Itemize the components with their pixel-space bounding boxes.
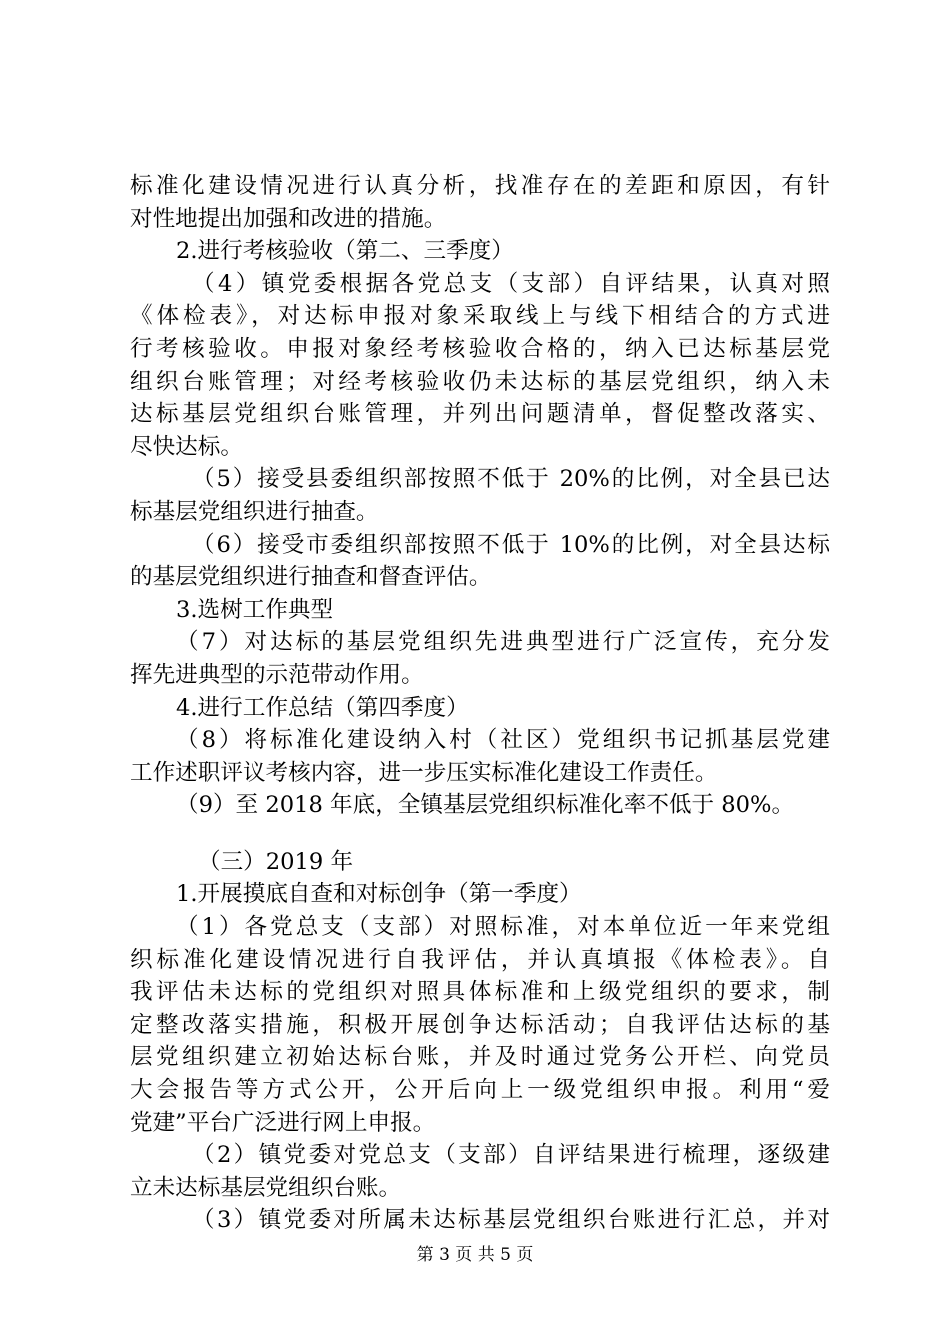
text-line: 尽快达标。 (130, 433, 243, 460)
text-line: 组织台账管理；对经考核验收仍未达标的基层党组织，纳入未 (130, 368, 830, 395)
text-line: 标准化建设情况进行认真分析，找准存在的差距和原因，有针 (130, 173, 830, 199)
text-line: 达标基层党组织台账管理，并列出问题清单，督促整改落实、 (130, 401, 830, 428)
text-line: 织标准化建设情况进行自我评估，并认真填报《体检表》。自 (130, 946, 830, 973)
text-line: 的基层党组织进行抽查和督查评估。 (130, 564, 492, 591)
text-line: 党建”平台广泛进行网上申报。 (130, 1109, 436, 1136)
text-line: （1）各党总支（支部）对照标准，对本单位近一年来党组 (176, 914, 830, 941)
text-line: 工作述职评议考核内容，进一步压实标准化建设工作责任。 (130, 759, 718, 786)
document-body (130, 170, 830, 1237)
text-line: （8）将标准化建设纳入村（社区）党组织书记抓基层党建 (176, 727, 830, 754)
text-line: 标基层党组织进行抽查。 (130, 498, 379, 525)
paragraph-gap (130, 822, 830, 846)
text-line: 我评估未达标的党组织对照具体标准和上级党组织的要求，制 (130, 979, 830, 1006)
text-line: 大会报告等方式公开，公开后向上一级党组织申报。利用“爱 (130, 1077, 830, 1104)
text-line: 定整改落实措施，积极开展创争达标活动；自我评估达标的基 (130, 1011, 830, 1038)
section-heading: 3.选树工作典型 (176, 596, 334, 623)
text-line: 行考核验收。申报对象经考核验收合格的，纳入已达标基层党 (130, 335, 830, 362)
text-line: （5）接受县委组织部按照不低于 20%的比例，对全县已达 (192, 466, 830, 493)
text-line: 层党组织建立初始达标台账，并及时通过党务公开栏、向党员 (130, 1044, 830, 1071)
section-heading: 2.进行考核验收（第二、三季度） (176, 238, 514, 265)
text-line: （9）至 2018 年底，全镇基层党组织标准化率不低于 80%。 (176, 792, 795, 819)
page-footer: 第 3 页 共 5 页 (416, 1245, 534, 1265)
section-heading: （三）2019 年 (198, 848, 354, 875)
text-line: （3）镇党委对所属未达标基层党组织台账进行汇总，并对 (192, 1207, 830, 1234)
text-line: 《体检表》，对达标申报对象采取线上与线下相结合的方式进 (130, 303, 830, 330)
text-line: （4）镇党委根据各党总支（支部）自评结果，认真对照 (192, 270, 830, 297)
text-line: （2）镇党委对党总支（支部）自评结果进行梳理，逐级建 (192, 1142, 830, 1169)
section-heading: 4.进行工作总结（第四季度） (176, 694, 469, 721)
text-line: 对性地提出加强和改进的措施。 (130, 205, 447, 232)
section-heading: 1.开展摸底自查和对标创争（第一季度） (176, 881, 582, 908)
text-line: 立未达标基层党组织台账。 (130, 1174, 402, 1201)
text-line: （7）对达标的基层党组织先进典型进行广泛宣传，充分发 (176, 629, 830, 656)
text-line: （6）接受市委组织部按照不低于 10%的比例，对全县达标 (192, 531, 830, 558)
text-line: 挥先进典型的示范带动作用。 (130, 661, 424, 688)
